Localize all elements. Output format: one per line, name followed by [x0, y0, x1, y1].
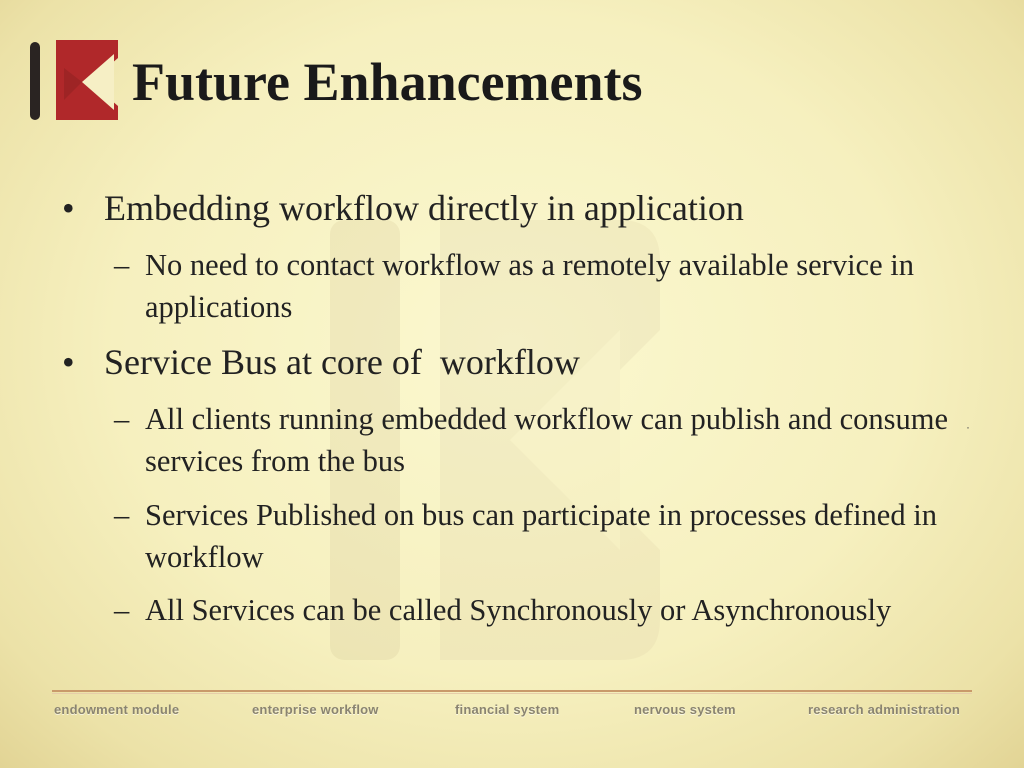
- footer-divider-highlight: [52, 693, 972, 694]
- stray-dot: ·: [966, 420, 970, 434]
- footer-label-financial: financial system: [455, 702, 560, 717]
- footer-divider: [52, 690, 972, 692]
- footer-label-endowment: endowment module: [54, 702, 180, 717]
- sub-bullet-mark: –: [114, 402, 130, 436]
- footer-label-research: research administration: [808, 702, 960, 717]
- bullet-text: Service Bus at core of workflow: [104, 342, 580, 382]
- sub-bullet-mark: –: [114, 498, 130, 532]
- sub-bullet-mark: –: [114, 593, 130, 627]
- footer-label-nervous: nervous system: [634, 702, 736, 717]
- sub-bullet-text: All clients running embedded workflow can publish and consume services from the bus: [145, 402, 948, 478]
- bullet-mark: •: [62, 188, 75, 228]
- footer-label-workflow: enterprise workflow: [252, 702, 379, 717]
- sub-bullet-text: Services Published on bus can participate in processes defined in workflow: [145, 498, 937, 574]
- bullet-mark: •: [62, 342, 75, 382]
- slide-title: Future Enhancements: [132, 52, 643, 112]
- sub-bullet-text: All Services can be called Synchronously or Asynchronously: [145, 593, 892, 627]
- sub-bullet-text: No need to contact workflow as a remotely available service in applications: [145, 248, 914, 324]
- sub-bullet-mark: –: [114, 248, 130, 282]
- bullet-text: Embedding workflow directly in application: [104, 188, 744, 228]
